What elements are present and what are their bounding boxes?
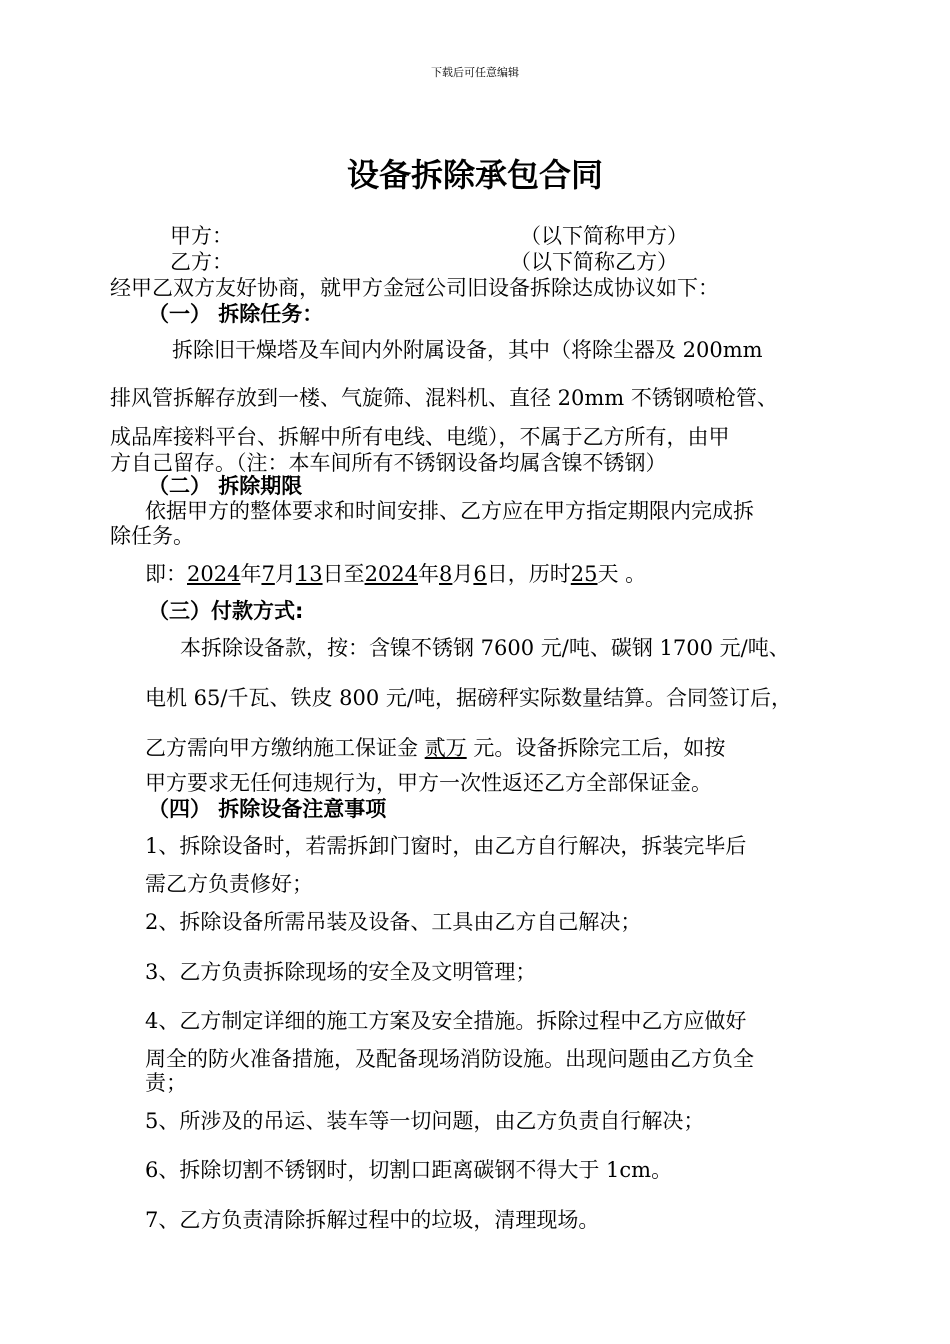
section1-line: 成品库接料平台、拆解中所有电线、电缆），不属于乙方所有，由甲: [110, 425, 730, 449]
notice-item: 2、拆除设备所需吊装及设备、工具由乙方自己解决；: [145, 910, 642, 934]
duration-text: 日，历时: [486, 562, 571, 586]
section1-line: 排风管拆解存放到一楼、气旋筛、混料机、直径 20mm 不锈钢喷枪管、: [110, 386, 778, 410]
notice-item: 周全的防火准备措施，及配备现场消防设施。出现问题由乙方负全: [145, 1047, 754, 1071]
party-b-note: （以下简称乙方）: [510, 250, 678, 274]
deposit-line: [145, 735, 725, 761]
notice-item: 需乙方负责修好；: [145, 872, 313, 896]
deposit-suffix: 元。设备拆除完工后，如按: [473, 736, 726, 760]
notice-item: 5、所涉及的吊运、装车等一切问题，由乙方负责自行解决；: [145, 1109, 705, 1133]
year-char: 年: [418, 562, 440, 586]
start-year: 2024: [187, 562, 241, 586]
deadline-line: [145, 561, 646, 587]
section3-heading: （三）付款方式:: [148, 599, 304, 623]
section2-heading: （二） 拆除期限: [148, 474, 303, 498]
section4-heading: （四） 拆除设备注意事项: [148, 797, 387, 821]
deposit-prefix: 乙方需向甲方缴纳施工保证金: [145, 736, 418, 760]
section3-line: 甲方要求无任何违规行为，甲方一次性返还乙方全部保证金。: [145, 771, 712, 795]
notice-item: 6、拆除切割不锈钢时，切割口距离碳钢不得大于 1cm。: [145, 1158, 673, 1182]
party-a-label: 甲方：: [170, 224, 233, 248]
party-a-note: （以下简称甲方）: [520, 224, 688, 248]
month-char: 月: [452, 562, 474, 586]
section1-heading: （一） 拆除任务：: [148, 302, 324, 326]
year-char: 年: [240, 562, 262, 586]
end-day: 6: [473, 562, 487, 586]
section1-line: 拆除旧干燥塔及车间内外附属设备，其中（将除尘器及 200mm: [172, 338, 763, 362]
month-char: 月: [274, 562, 296, 586]
document-title: 设备拆除承包合同: [346, 156, 603, 194]
party-b-label: 乙方：: [170, 250, 233, 274]
intro-text: 经甲乙双方友好协商，就甲方金冠公司旧设备拆除达成协议如下：: [110, 276, 719, 300]
notice-item: 责；: [145, 1071, 187, 1095]
to-text: 日至: [322, 562, 365, 586]
deposit-amount: 贰万: [424, 736, 467, 760]
section2-line: 除任务。: [110, 524, 194, 548]
notice-item: 1、拆除设备时，若需拆卸门窗时，由乙方自行解决，拆装完毕后: [145, 834, 747, 858]
notice-item: 4、乙方制定详细的施工方案及安全措施。拆除过程中乙方应做好: [145, 1009, 747, 1033]
section2-line: 依据甲方的整体要求和时间安排、乙方应在甲方指定期限内完成拆: [145, 499, 754, 523]
section3-line: 电机 65/千瓦、铁皮 800 元/吨，据磅秤实际数量结算。合同签订后，: [145, 686, 792, 710]
end-year: 2024: [364, 562, 419, 586]
notice-item: 7、乙方负责清除拆解过程中的垃圾，清理现场。: [145, 1208, 600, 1232]
deadline-prefix: 即：: [145, 562, 187, 586]
deadline-suffix: 天 。: [597, 562, 647, 586]
notice-item: 3、乙方负责拆除现场的安全及文明管理；: [145, 960, 537, 984]
end-month: 8: [439, 562, 453, 586]
section3-line: 本拆除设备款，按：含镍不锈钢 7600 元/吨、碳钢 1700 元/吨、: [180, 636, 790, 660]
section1-line: 方自己留存。（注：本车间所有不锈钢设备均属含镍不锈钢）: [110, 451, 667, 475]
start-day: 13: [295, 562, 323, 586]
page-header: 下载后可任意编辑: [431, 66, 519, 79]
duration-days: 25: [570, 562, 598, 586]
start-month: 7: [261, 562, 275, 586]
